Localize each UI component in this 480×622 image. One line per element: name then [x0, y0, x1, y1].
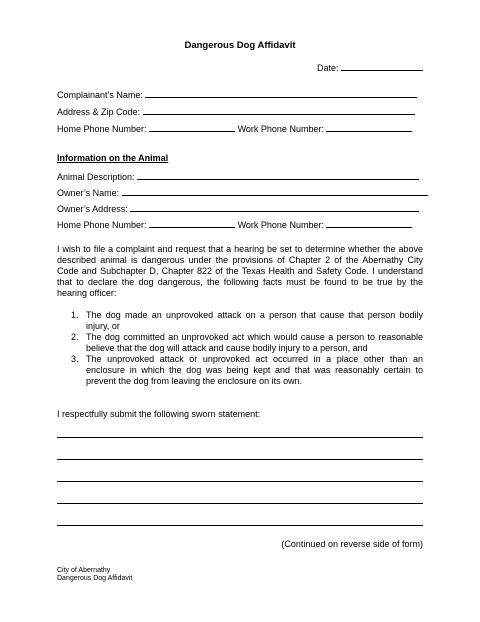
- statement-label: I respectfully submit the following sworn statement:: [57, 409, 261, 419]
- date-field-row: [317, 61, 423, 73]
- list-item: [57, 332, 423, 354]
- list-item-text: The unprovoked attack or unprovoked act occurred in a place other than an enclosure in which the dog was being kept and that was reasonably certain to prevent the dog from leaving the enclosure on its own.: [86, 354, 423, 386]
- animal-description-label: Animal Description:: [57, 172, 135, 182]
- footer-form-name: Dangerous Dog Affidavit: [57, 575, 133, 582]
- date-field[interactable]: [341, 61, 423, 71]
- owner-address-field[interactable]: [130, 202, 419, 212]
- request-paragraph: I wish to file a complaint and request that a hearing be set to determine whether the above described animal is dangerous under the provisions of Chapter 2 of the Abernathy City Code and Subchapter D, Chapter 822 of the Texas Health and Safety Code. I understand that to declare the dog dangerous, the following facts must be found to be true by the hearing officer:: [57, 244, 423, 298]
- complainant-name-label: Complainant’s Name:: [57, 90, 143, 100]
- owner-phone-row: [57, 218, 412, 230]
- complainant-name-field[interactable]: [145, 88, 417, 98]
- list-item-number: 1.: [71, 310, 79, 320]
- animal-description-field[interactable]: [137, 170, 419, 180]
- date-label: Date:: [316, 63, 339, 73]
- owner-name-field[interactable]: [122, 186, 428, 196]
- owner-home-phone-label: Home Phone Number:: [57, 220, 147, 230]
- animal-description-row: [57, 170, 419, 182]
- statement-line-2[interactable]: [57, 459, 423, 460]
- complainant-address-field[interactable]: [143, 105, 415, 115]
- list-item-number: 3.: [71, 354, 79, 364]
- continued-note: (Continued on reverse side of form): [281, 539, 423, 549]
- page-footer: [57, 567, 132, 583]
- owner-name-label: Owner’s Name:: [57, 188, 120, 198]
- complainant-work-phone-label: Work Phone Number:: [237, 124, 324, 134]
- statement-line-1[interactable]: [57, 437, 423, 438]
- statement-line-5[interactable]: [57, 525, 423, 526]
- complainant-address-row: [57, 105, 415, 117]
- list-item: [57, 310, 423, 332]
- footer-city: City of Abernathy: [57, 567, 111, 574]
- complainant-home-phone-field[interactable]: [149, 122, 235, 132]
- list-item-text: The dog made an unprovoked attack on a person that cause that person bodily injury, or: [86, 310, 423, 331]
- complainant-name-row: [57, 88, 417, 100]
- list-item-text: The dog committed an unprovoked act which would cause a person to reasonable believe that the dog will attack and cause bodily injury to a person, and: [86, 332, 423, 353]
- complainant-phone-row: [57, 122, 412, 134]
- owner-address-row: [57, 202, 419, 214]
- owner-name-row: [57, 186, 428, 198]
- complainant-home-phone-label: Home Phone Number:: [57, 124, 147, 134]
- list-item-number: 2.: [71, 332, 79, 342]
- complainant-work-phone-field[interactable]: [326, 122, 412, 132]
- statement-line-3[interactable]: [57, 481, 423, 482]
- facts-list: [57, 310, 423, 387]
- owner-work-phone-label: Work Phone Number:: [237, 220, 324, 230]
- owner-home-phone-field[interactable]: [149, 218, 235, 228]
- complainant-address-label: Address & Zip Code:: [57, 107, 141, 117]
- list-item: [57, 354, 423, 387]
- form-title: Dangerous Dog Affidavit: [184, 40, 296, 51]
- animal-section-heading: Information on the Animal: [57, 153, 169, 163]
- statement-line-4[interactable]: [57, 503, 423, 504]
- owner-address-label: Owner’s Address:: [57, 204, 128, 214]
- owner-work-phone-field[interactable]: [326, 218, 412, 228]
